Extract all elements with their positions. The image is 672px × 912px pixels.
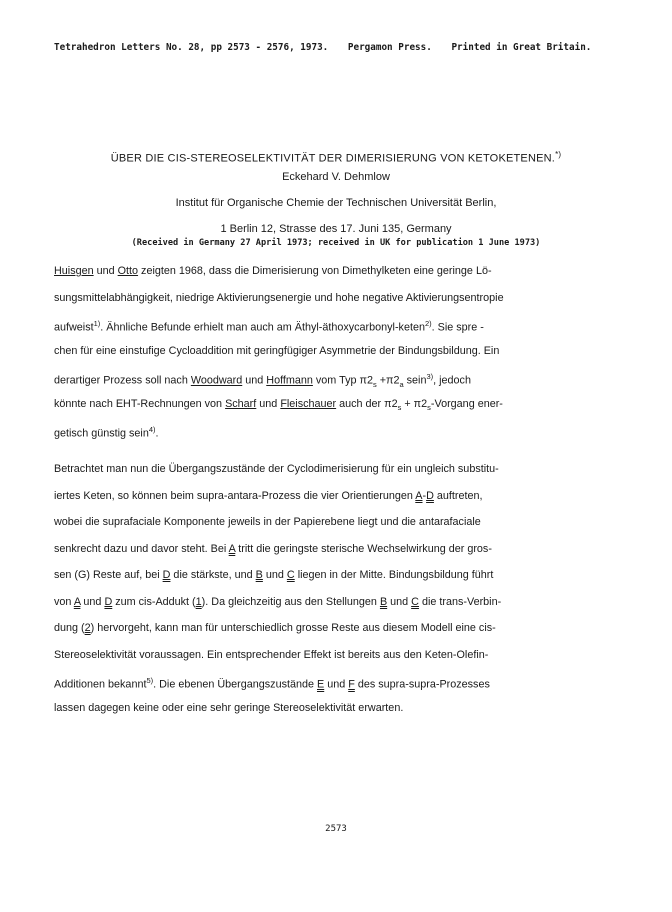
text-line: getisch günstig sein$^{4)}$. [54,425,159,440]
text-line: aufweist$^{1)}$. Ähnliche Befunde erhielt man auch am Äthyl-äthoxycarbonyl-keten$^{2)}$. Sie spre - [54,319,484,334]
received-dates: (Received in Germany 27 April 1973; received in UK for publication 1 June 1973) [131,238,541,248]
text-line: wobei die suprafaciale Komponente jeweils in der Papierebene liegt und die antarafaciale [54,516,481,528]
text-line: sen (G) Reste auf, bei D die stärkste, und B und C liegen in der Mitte. Bindungsbildung führt [54,569,494,581]
text-line: Stereoselektivität voraussagen. Ein entsprechender Effekt ist bereits aus den Keten-Olefin- [54,648,489,661]
text-line: dung (2) hervorgeht, kann man für unterschiedlich grosse Reste aus diesem Modell eine cis- [54,622,496,634]
text-line: von A und D zum cis-Addukt (1). Da gleichzeitig aus den Stellungen B und C die trans-Verbin- [54,595,502,608]
paragraph-1 [54,258,624,444]
text-line: senkrecht dazu und davor steht. Bei A tritt die geringste sterische Wechselwirkung der gros- [54,542,492,555]
page-number: 2573 [325,824,347,834]
paragraph-2 [54,456,624,721]
author: Eckehard V. Dehmlow [282,171,390,183]
title-footnote-mark: *) [555,150,562,159]
text-line: sungsmittelabhängigkeit, niedrige Aktivierungsenergie und hohe negative Aktivierungsentropie [54,291,504,304]
title-text: ÜBER DIE CIS-STEREOSELEKTIVITÄT DER DIMERISIERUNG VON KETOKETENEN. [110,152,556,165]
printed-note: Printed in Great Britain. [451,42,592,53]
text-line: Betrachtet man nun die Übergangszustände der Cyclodimerisierung für ein ungleich substitu- [54,463,499,475]
address: 1 Berlin 12, Strasse des 17. Juni 135, Germany [220,223,452,235]
text-line: Additionen bekannt$^{5)}$. Die ebenen Übergangszustände E und F des supra-supra-Prozesses [54,676,490,691]
text-line: iertes Keten, so können beim supra-antara-Prozess die vier Orientierungen A-D auftreten, [54,489,483,502]
text-line: chen für eine einstufige Cycloaddition mit geringfügiger Asymmetrie der Bindungsbildung. Ein [54,344,500,357]
text-line: lassen dagegen keine oder eine sehr geringe Stereoselektivität erwarten. [54,701,404,714]
article-title [0,150,672,165]
text-line: derartiger Prozess soll nach Woodward und Hoffmann vom Typ $\pi 2_s +\pi 2_a$ sein$^{3)}$, jedoch [54,372,471,389]
running-header [54,42,654,53]
journal-citation: Tetrahedron Letters No. 28, pp 2573 - 2576, 1973. [54,42,329,53]
publisher: Pergamon Press. [347,42,432,53]
institute: Institut für Organische Chemie der Technischen Universität Berlin, [175,197,497,209]
text-line: Huisgen und Otto zeigten 1968, dass die Dimerisierung von Dimethylketen eine geringe Lö- [54,265,492,277]
text-line: könnte nach EHT-Rechnungen von Scharf und Fleischauer auch der $\pi 2_s$ + $\pi 2_s$-Vorgang ener- [54,397,503,412]
